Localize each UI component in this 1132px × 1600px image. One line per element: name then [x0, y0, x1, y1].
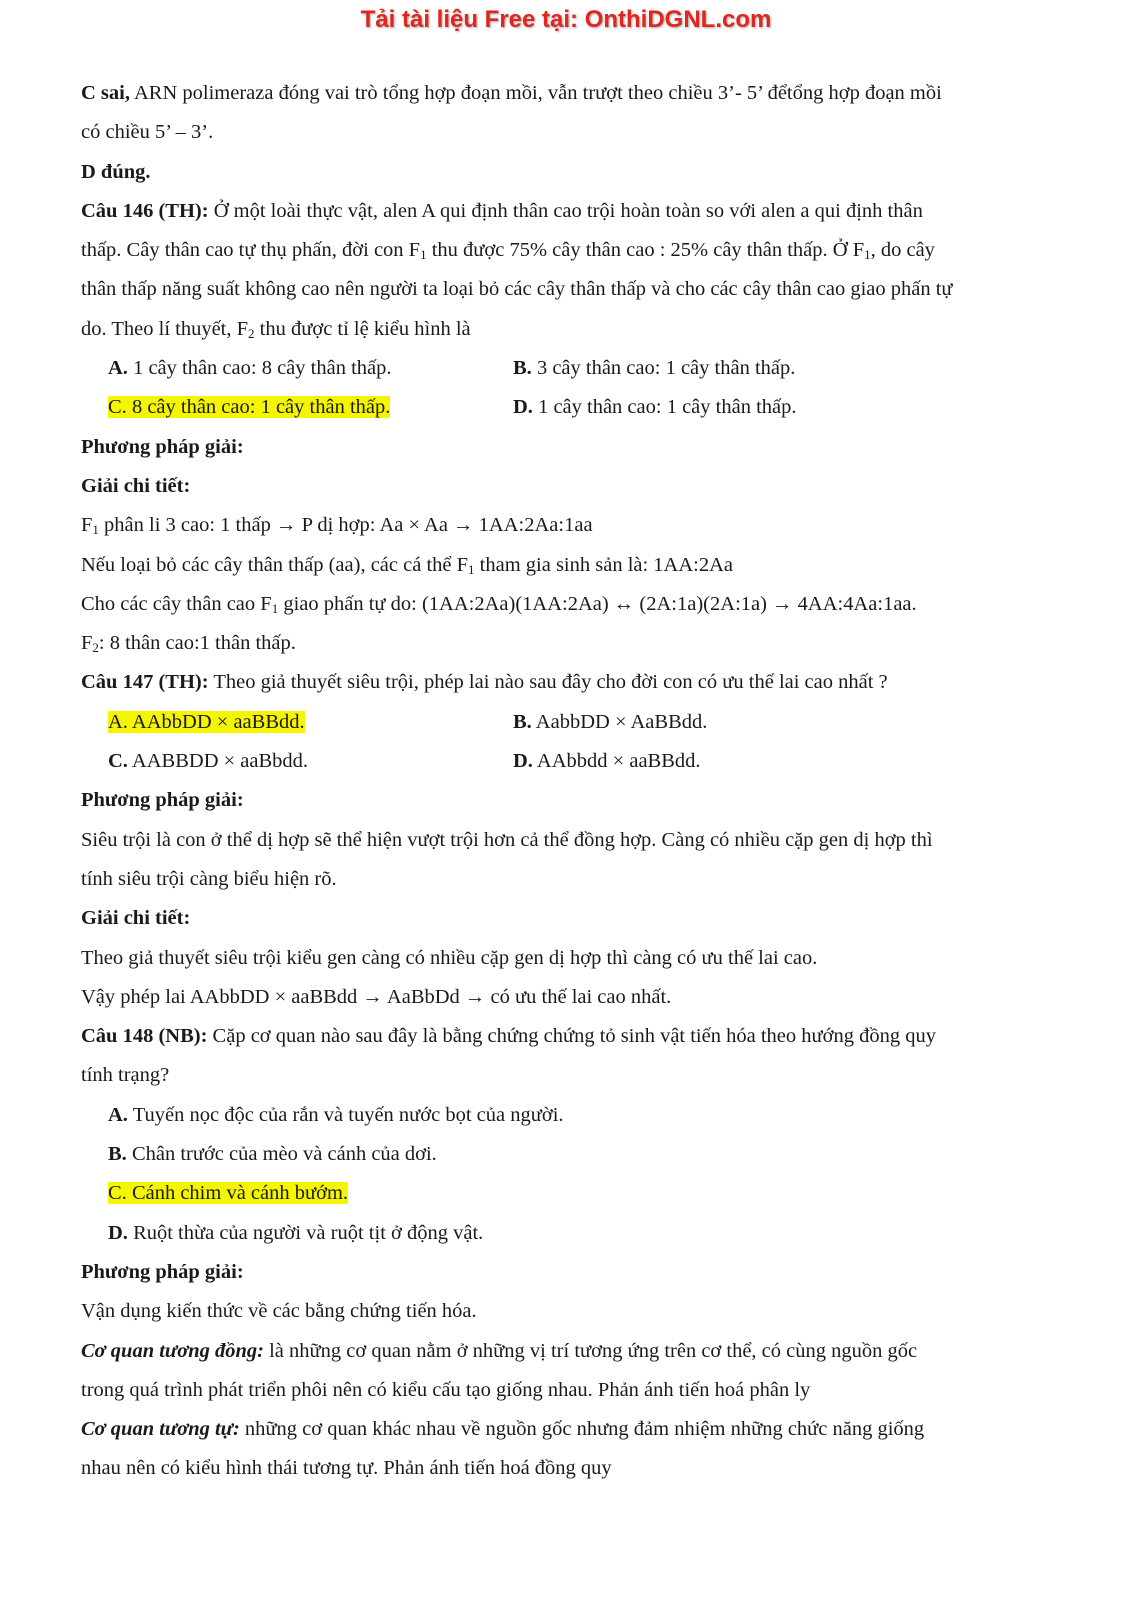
- detail-heading: Giải chi tiết:: [81, 907, 191, 930]
- question-146-line4: do. Theo lí thuyết, $F_2$ thu được tỉ lệ kiểu hình là: [81, 317, 471, 341]
- document-body: [81, 74, 1057, 1489]
- homologous-definition-cont: trong quá trình phát triển phôi nên có kiểu cấu tạo giống nhau. Phản ánh tiến hoá phân ly: [81, 1378, 811, 1401]
- correct-answer-highlight: C. 8 cây thân cao: 1 cây thân thấp.: [108, 396, 391, 419]
- solution-line: Nếu loại bỏ các cây thân thấp (aa), các cá thể $F_1$ tham gia sinh sản là: 1AA:2Aa: [81, 553, 734, 577]
- prev-answer-c-cont: có chiều 5’ – 3’.: [81, 121, 214, 144]
- options-row: [81, 349, 1057, 388]
- method-text: Siêu trội là con ở thể dị hợp sẽ thể hiện vượt trội hơn cả thể đồng hợp. Càng có nhiều cặp gen dị hợp thì: [81, 828, 933, 851]
- question-146: Câu 146 (TH): Ở một loài thực vật, alen A qui định thân cao trội hoàn toàn so với alen a qui định thân: [81, 199, 923, 222]
- option-a: A. Tuyến nọc độc của rắn và tuyến nước bọt của người.: [108, 1103, 564, 1126]
- analogous-definition-cont: nhau nên có kiểu hình thái tương tự. Phản ánh tiến hoá đồng quy: [81, 1457, 612, 1480]
- options-row: [81, 388, 1057, 427]
- method-text: tính siêu trội càng biểu hiện rõ.: [81, 867, 337, 890]
- option-c-correct: [81, 388, 513, 427]
- question-label: Câu 146 (TH):: [81, 199, 209, 222]
- correct-answer-highlight: C. Cánh chim và cánh bướm.: [108, 1182, 349, 1205]
- question-148: Câu 148 (NB): Cặp cơ quan nào sau đây là bằng chứng chứng tỏ sinh vật tiến hóa theo hướng đồng quy: [81, 1025, 936, 1048]
- method-heading: Phương pháp giải:: [81, 1260, 244, 1283]
- question-label: Câu 148 (NB):: [81, 1025, 208, 1048]
- option-b: B. AabbDD × AaBBdd.: [513, 710, 708, 733]
- option-a-correct: [81, 703, 513, 742]
- question-label: Câu 147 (TH):: [81, 671, 209, 694]
- question-146-line3: thân thấp năng suất không cao nên người ta loại bỏ các cây thân thấp và cho các cây thân cao giao phấn tự: [81, 278, 953, 301]
- prev-answer-c: C sai, ARN polimeraza đóng vai trò tổng hợp đoạn mồi, vẫn trượt theo chiều 3’- 5’ đểtổng hợp đoạn mồi: [81, 82, 942, 104]
- method-heading: Phương pháp giải:: [81, 789, 244, 812]
- solution-line: Vậy phép lai AAbbDD × aaBBdd → AaBbDd → có ưu thế lai cao nhất.: [81, 985, 672, 1008]
- option-b: B. Chân trước của mèo và cánh của dơi.: [108, 1143, 437, 1166]
- solution-line: Cho các cây thân cao $F_1$ giao phấn tự do: (1AA:2Aa)(1AA:2Aa) ↔ (2A:1a)(2A:1a) → 4AA:4Aa:1aa.: [81, 592, 917, 616]
- question-146-line2: thấp. Cây thân cao tự thụ phấn, đời con $F_1$ thu được 75% cây thân cao : 25% cây thân thấp. Ở $F_1$, do cây: [81, 239, 935, 263]
- method-text: Vận dụng kiến thức về các bằng chứng tiến hóa.: [81, 1300, 477, 1323]
- question-148-line2: tính trạng?: [81, 1064, 170, 1087]
- homologous-definition: Cơ quan tương đồng: là những cơ quan nằm ở những vị trí tương ứng trên cơ thể, có cùng nguồn gốc: [81, 1339, 918, 1362]
- option-a: A. 1 cây thân cao: 8 cây thân thấp.: [108, 357, 392, 380]
- option-b: B. 3 cây thân cao: 1 cây thân thấp.: [513, 357, 796, 380]
- option-c: C. AABBDD × aaBbdd.: [108, 750, 309, 773]
- option-d: D. AAbbdd × aaBBdd.: [513, 750, 701, 773]
- option-d: D. 1 cây thân cao: 1 cây thân thấp.: [513, 396, 797, 419]
- options-row: [81, 742, 1057, 781]
- detail-heading: Giải chi tiết:: [81, 474, 191, 497]
- solution-line: $F_1$ phân li 3 cao: 1 thấp → P dị hợp: Aa × Aa → 1AA:2Aa:1aa: [81, 514, 593, 538]
- method-heading: Phương pháp giải:: [81, 435, 244, 458]
- prev-answer-d: D đúng.: [81, 160, 151, 183]
- options-row: [81, 703, 1057, 742]
- solution-line: Theo giả thuyết siêu trội kiểu gen càng có nhiều cặp gen dị hợp thì càng có ưu thế lai cao.: [81, 946, 818, 969]
- solution-line: $F_2$: 8 thân cao:1 thân thấp.: [81, 632, 296, 656]
- correct-answer-highlight: A. AAbbDD × aaBBdd.: [108, 710, 305, 733]
- analogous-definition: Cơ quan tương tự: những cơ quan khác nhau về nguồn gốc nhưng đảm nhiệm những chức năng giống: [81, 1418, 925, 1441]
- option-c-correct: [81, 1174, 1057, 1213]
- question-147: Câu 147 (TH): Theo giả thuyết siêu trội, phép lai nào sau đây cho đời con có ưu thế lai cao nhất ?: [81, 671, 888, 694]
- option-d: D. Ruột thừa của người và ruột tịt ở động vật.: [108, 1221, 484, 1244]
- site-header-banner: Tải tài liệu Free tại: OnthiDGNL.com: [360, 6, 772, 33]
